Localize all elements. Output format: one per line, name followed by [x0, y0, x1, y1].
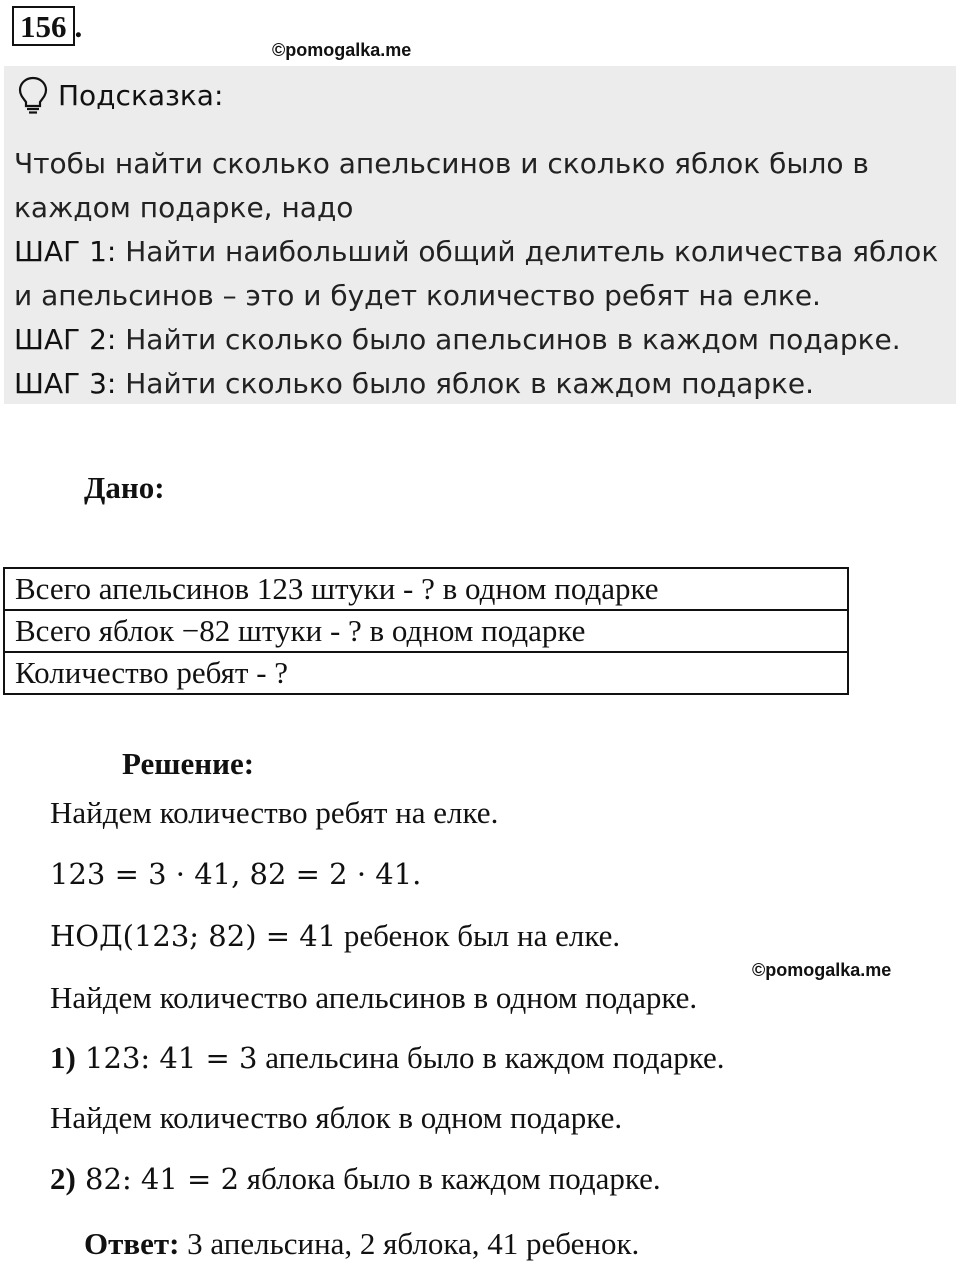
solution-line-7: [50, 1161, 661, 1197]
given-cell: Всего апельсинов 123 штуки - ? в одном подарке: [4, 568, 848, 610]
step-3-label: ШАГ 3:: [14, 367, 117, 400]
hint-title: [18, 76, 223, 114]
step-number: 2): [50, 1161, 76, 1196]
hint-intro-line-1: Чтобы найти сколько апельсинов и сколько яблок было в: [14, 147, 869, 180]
solution-title: Решение:: [122, 746, 255, 781]
gcd-equation: НОД(123; 82) = 41: [50, 919, 337, 953]
equation: 123 = 3 · 41, 82 = 2 · 41.: [50, 857, 422, 891]
given-cell: Количество ребят - ?: [4, 652, 848, 694]
watermark-middle: ©pomogalka.me: [752, 960, 892, 980]
step-1-label: ШАГ 1:: [14, 235, 117, 268]
solution-line-1: Найдем количество ребят на елке.: [50, 795, 499, 830]
solution-line-5-text: апельсина было в каждом подарке.: [257, 1040, 725, 1075]
solution-line-4: Найдем количество апельсинов в одном подарке.: [50, 980, 698, 1015]
solution-line-3-text: ребенок был на елке.: [336, 918, 621, 953]
division-equation: 123: 41 = 3: [75, 1041, 258, 1075]
hint-intro-line-2: каждом подарке, надо: [14, 191, 354, 224]
answer-line: [84, 1226, 639, 1262]
given-row: [4, 610, 848, 652]
step-1-text-1: Найти наибольший общий делитель количества яблок: [116, 235, 939, 268]
problem-number-dot: .: [74, 9, 83, 44]
hint-step-3: [14, 362, 949, 406]
solution-line-5: [50, 1040, 725, 1076]
hint-step-1-cont: и апельсинов – это и будет количество ребят на елке.: [14, 279, 821, 312]
step-3-text: Найти сколько было яблок в каждом подарке.: [116, 367, 815, 400]
solution-line-7-text: яблока было в каждом подарке.: [239, 1161, 661, 1196]
solution-line-3: [50, 918, 620, 954]
hint-text: [14, 142, 949, 406]
problem-number-box: 156: [12, 6, 75, 46]
given-table: [3, 567, 849, 695]
step-number: 1): [50, 1040, 76, 1075]
solution-line-6: Найдем количество яблок в одном подарке.: [50, 1100, 623, 1135]
problem-number: [12, 6, 82, 46]
solution-line-2: [50, 856, 421, 892]
given-cell: Всего яблок −82 штуки - ? в одном подарке: [4, 610, 848, 652]
division-equation: 82: 41 = 2: [75, 1162, 240, 1196]
given-row: [4, 568, 848, 610]
given-title: Дано:: [84, 470, 165, 505]
lightbulb-icon: [18, 76, 48, 114]
step-2-text: Найти сколько было апельсинов в каждом подарке.: [116, 323, 901, 356]
given-row: [4, 652, 848, 694]
answer-label: Ответ:: [84, 1226, 180, 1261]
hint-step-1: [14, 230, 949, 274]
step-2-label: ШАГ 2:: [14, 323, 117, 356]
answer-text: 3 апельсина, 2 яблока, 41 ребенок.: [179, 1226, 640, 1261]
hint-title-text: Подсказка:: [58, 78, 224, 112]
watermark-top: ©pomogalka.me: [272, 40, 412, 60]
hint-step-2: [14, 318, 949, 362]
